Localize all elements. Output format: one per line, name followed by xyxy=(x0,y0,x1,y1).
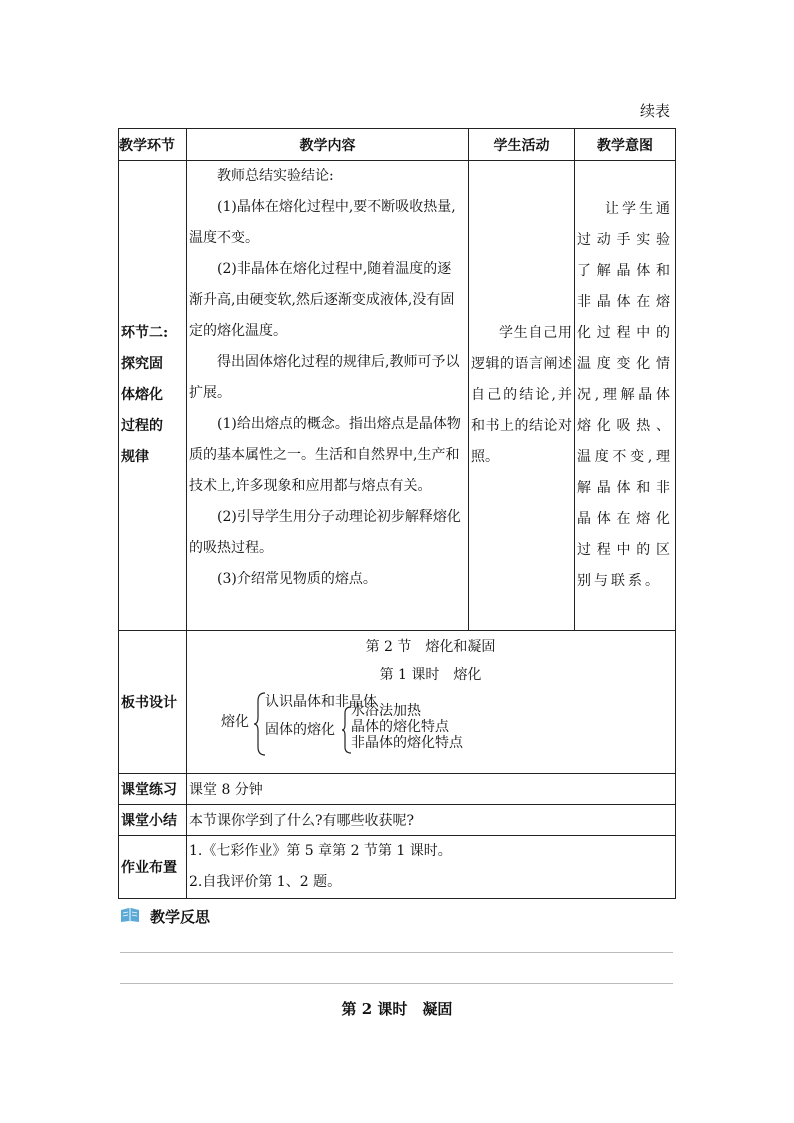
content-cell xyxy=(187,161,469,631)
header-row xyxy=(119,129,676,161)
practice-value: 课堂 8 分钟 xyxy=(187,774,676,805)
book-icon xyxy=(120,906,140,924)
homework-cell xyxy=(187,836,676,899)
board-row xyxy=(119,631,676,774)
homework-label: 作业布置 xyxy=(119,836,187,899)
stage-label-line: 体熔化 xyxy=(121,387,163,403)
board-branch-1: 认识晶体和非晶体 xyxy=(265,694,377,710)
board-design-cell xyxy=(187,631,676,774)
board-label: 板书设计 xyxy=(119,631,187,774)
homework-item: 2.自我评价第 1、2 题。 xyxy=(189,874,342,890)
board-lesson-title: 第 1 课时 熔化 xyxy=(379,667,482,683)
content-paragraph: (2)非晶体在熔化过程中,随着温度的逐渐升高,由硬变软,然后逐渐变成液体,没有固定的熔化温度。 xyxy=(189,261,455,339)
reflection-line xyxy=(120,983,673,984)
board-sub-1: 水浴法加热 xyxy=(351,703,421,719)
board-section-title: 第 2 节 熔化和凝固 xyxy=(365,639,496,655)
next-lesson-title: 第 2 课时 凝固 xyxy=(341,1000,453,1018)
board-branch-2: 固体的熔化 xyxy=(265,722,335,738)
header-stage: 教学环节 xyxy=(119,129,187,161)
practice-label: 课堂练习 xyxy=(119,774,187,805)
content-paragraph: (1)给出熔点的概念。指出熔点是晶体物质的基本属性之一。生活和自然界中,生产和技术上,许多现象和应用都与熔点有关。 xyxy=(189,416,461,494)
board-sub-3: 非晶体的熔化特点 xyxy=(351,735,463,751)
summary-label: 课堂小结 xyxy=(119,805,187,836)
board-root: 熔化 xyxy=(221,714,249,730)
lesson-table xyxy=(118,128,676,899)
stage-label-line: 过程的 xyxy=(121,418,163,434)
practice-row xyxy=(119,774,676,805)
homework-item: 1.《七彩作业》第 5 章第 2 节第 1 课时。 xyxy=(189,843,452,859)
board-sub-2: 晶体的熔化特点 xyxy=(351,719,449,735)
header-activity: 学生活动 xyxy=(469,129,575,161)
header-intent: 教学意图 xyxy=(575,129,676,161)
homework-row xyxy=(119,836,676,899)
reflection-title: 教学反思 xyxy=(150,908,211,926)
summary-value: 本节课你学到了什么?有哪些收获呢? xyxy=(187,805,676,836)
header-content: 教学内容 xyxy=(187,129,469,161)
content-paragraph: (1)晶体在熔化过程中,要不断吸收热量,温度不变。 xyxy=(189,199,456,246)
teaching-intent-text: 让学生通过动手实验了解晶体和非晶体在熔化过程中的温度变化情况,理解晶体熔化吸热、温度不变,理解晶体和非晶体在熔化过程中的区别与联系。 xyxy=(577,201,673,589)
stage-label-line: 规律 xyxy=(121,449,149,465)
stage-label-line: 环节二: xyxy=(121,325,169,341)
stage-row xyxy=(119,161,676,631)
content-paragraph: 教师总结实验结论: xyxy=(217,168,334,184)
content-paragraph: 得出固体熔化过程的规律后,教师可予以扩展。 xyxy=(189,354,460,401)
content-paragraph: (2)引导学生用分子动理论初步解释熔化的吸热过程。 xyxy=(189,509,461,556)
student-activity-cell xyxy=(469,161,575,631)
student-activity-text: 学生自己用逻辑的语言阐述自己的结论,并和书上的结论对照。 xyxy=(471,325,572,465)
summary-row xyxy=(119,805,676,836)
content-paragraph: (3)介绍常见物质的熔点。 xyxy=(217,571,377,587)
stage-label-line: 探究固 xyxy=(121,356,163,372)
reflection-line xyxy=(120,952,673,953)
stage-label-cell xyxy=(119,161,187,631)
continued-label: 续表 xyxy=(640,102,671,120)
teaching-intent-cell xyxy=(575,161,676,631)
